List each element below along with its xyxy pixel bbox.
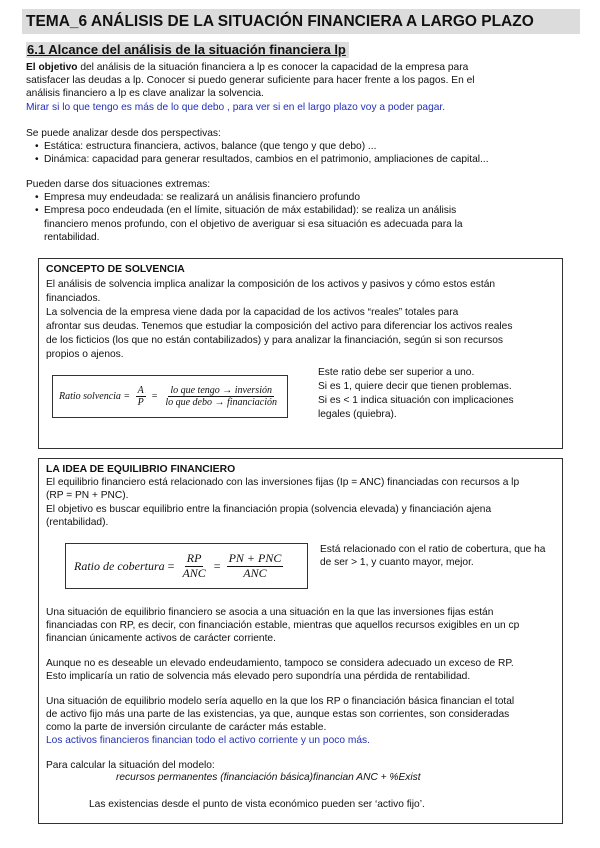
- perspective-static: • Estática: estructura financiera, activos, balance (que tengo y que debo) ...: [32, 140, 489, 153]
- equilibrio-para2-line-2: Esto implicaría un ratio de solvencia más elevado pero supondría una pérdida de rentabilidad.: [46, 671, 471, 682]
- closing-note: Las existencias desde el punto de vista económico pueden ser ‘activo fijo’.: [89, 799, 425, 810]
- fraction-numerator: lo que tengo → inversión: [170, 384, 272, 396]
- equilibrio-intro-3: El objetivo es buscar equilibrio entre la financiación propia (solvencia elevada) y financiación ajena: [46, 504, 492, 515]
- calc-heading: Para calcular la situación del modelo:: [46, 760, 215, 771]
- equilibrio-para3-line-1: Una situación de equilibrio modelo sería aquello en la que los RP o financiación básica financian el total: [46, 696, 515, 707]
- solvencia-line-3: La solvencia de la empresa viene dada por la capacidad de los activos “reales” totales para: [46, 307, 459, 318]
- solvencia-line-2: financiados.: [46, 293, 101, 304]
- section-heading: 6.1 Alcance del análisis de la situación financiera lp: [26, 42, 349, 58]
- fraction-numerator: PN + PNC: [228, 550, 282, 565]
- cobertura-formula-label: Ratio de cobertura: [74, 558, 165, 573]
- intro-line-1-text: del análisis de la situación financiera a lp es conocer la capacidad de la empresa para: [77, 62, 469, 73]
- solvencia-line-1: El análisis de solvencia implica analizar la composición de los activos y pasivos y cómo estos están: [46, 279, 496, 290]
- situations-list: [32, 191, 456, 217]
- perspectives-heading: Se puede analizar desde dos perspectivas:: [26, 128, 221, 139]
- calc-formula: recursos permanentes (financiación básica)financian ANC + %Exist: [116, 772, 421, 783]
- solvencia-note-4: legales (quiebra).: [318, 409, 397, 420]
- solvencia-line-6: propios o ajenos.: [46, 349, 124, 360]
- fraction-denominator: ANC: [243, 565, 267, 580]
- equilibrio-para1-line-1: Una situación de equilibrio financiero se asocia a una situación en la que las inversiones fijas están: [46, 607, 494, 618]
- fraction-numerator: A: [137, 384, 144, 396]
- equilibrio-intro-4: (rentabilidad).: [46, 517, 109, 528]
- solvencia-note-1: Este ratio debe ser superior a uno.: [318, 367, 475, 378]
- solvencia-fraction-words: [163, 385, 279, 409]
- equilibrio-para2-line-1: Aunque no es deseable un elevado endeudamiento, tampoco se considera adecuado un exceso de RP.: [46, 658, 514, 669]
- solvencia-fraction-ap: [136, 385, 146, 409]
- situation-low-debt-line-3: rentabilidad.: [44, 232, 100, 243]
- equals-sign: =: [151, 391, 158, 402]
- situations-heading: Pueden darse dos situaciones extremas:: [26, 179, 211, 190]
- solvencia-note-2: Si es 1, quiere decir que tienen problemas.: [318, 381, 512, 392]
- equilibrio-para1-line-3: financian únicamente activos de carácter corriente.: [46, 633, 276, 644]
- page-title: TEMA_6 ANÁLISIS DE LA SITUACIÓN FINANCIERA A LARGO PLAZO: [22, 9, 580, 34]
- equilibrio-para3-line-3: como la parte de inversión circulante de carácter más estable.: [46, 722, 327, 733]
- solvencia-title: CONCEPTO DE SOLVENCIA: [46, 264, 185, 275]
- equals-sign: =: [167, 558, 175, 573]
- solvencia-line-4: afrontar sus deudas. Tenemos que estudiar la composición del activo para diferenciar los activos reales: [46, 321, 513, 332]
- equals-sign: =: [213, 558, 221, 573]
- equilibrio-intro-1: El equilibrio financiero está relacionado con las inversiones fijas (Ip = ANC) financiadas con recursos a lp: [46, 477, 520, 488]
- situation-low-debt: • Empresa poco endeudada (en el límite, situación de máx estabilidad): se realiza un análisis: [32, 204, 456, 217]
- cobertura-note-2: de ser > 1, y cuanto mayor, mejor.: [320, 557, 474, 568]
- equilibrio-para1-line-2: financiadas con RP, es decir, con financiación estable, mientras que aquellos recursos exigibles en un cp: [46, 620, 520, 631]
- intro-line-2: satisfacer las deudas a lp. Conocer si puedo generar suficiente para hacer frente a los pagos. En el: [26, 75, 475, 86]
- equilibrio-intro-2: (RP = PN + PNC).: [46, 490, 129, 501]
- cobertura-formula: [65, 543, 308, 589]
- perspective-dynamic: • Dinámica: capacidad para generar resultados, cambios en el patrimonio, ampliaciones de capital...: [32, 153, 489, 166]
- equilibrio-blue-note: Los activos financieros financian todo el activo corriente y un poco más.: [46, 735, 370, 746]
- solvencia-note-3: Si es < 1 indica situación con implicaciones: [318, 395, 514, 406]
- fraction-denominator: P: [137, 397, 144, 408]
- situation-indebted: • Empresa muy endeudada: se realizará un análisis financiero profundo: [32, 191, 456, 204]
- fraction-denominator: lo que debo → financiación: [165, 397, 277, 408]
- equals-sign: =: [123, 391, 130, 402]
- equilibrio-title: LA IDEA DE EQUILIBRIO FINANCIERO: [46, 464, 236, 475]
- fraction-numerator: RP: [186, 550, 202, 565]
- intro-line-3: análisis financiero a lp es clave analizar la solvencia.: [26, 88, 264, 99]
- solvencia-formula: [52, 375, 288, 418]
- solvencia-formula-label: Ratio solvencia: [59, 391, 121, 402]
- intro-line-1: [26, 61, 468, 74]
- cobertura-fraction-rp: [180, 552, 207, 581]
- solvencia-line-5: de los ficticios (los que no están contabilizados) y para analizar la financiación, según si son recursos: [46, 335, 503, 346]
- perspectives-list: [32, 140, 489, 166]
- cobertura-note-1: Está relacionado con el ratio de cobertura, que ha: [320, 544, 546, 555]
- fraction-denominator: ANC: [182, 565, 206, 580]
- intro-bold-lead: El objetivo: [26, 62, 78, 73]
- intro-blue-note: Mirar si lo que tengo es más de lo que debo , para ver si en el largo plazo voy a poder pagar.: [26, 102, 446, 113]
- cobertura-fraction-pn: [227, 552, 284, 581]
- equilibrio-para3-line-2: de activo fijo más una parte de las existencias, ya que, aunque estas son corrientes, son consideradas: [46, 709, 510, 720]
- situation-low-debt-line-2: financiero menos profundo, con el objetivo de averiguar si esa situación es adecuada para la: [44, 219, 463, 230]
